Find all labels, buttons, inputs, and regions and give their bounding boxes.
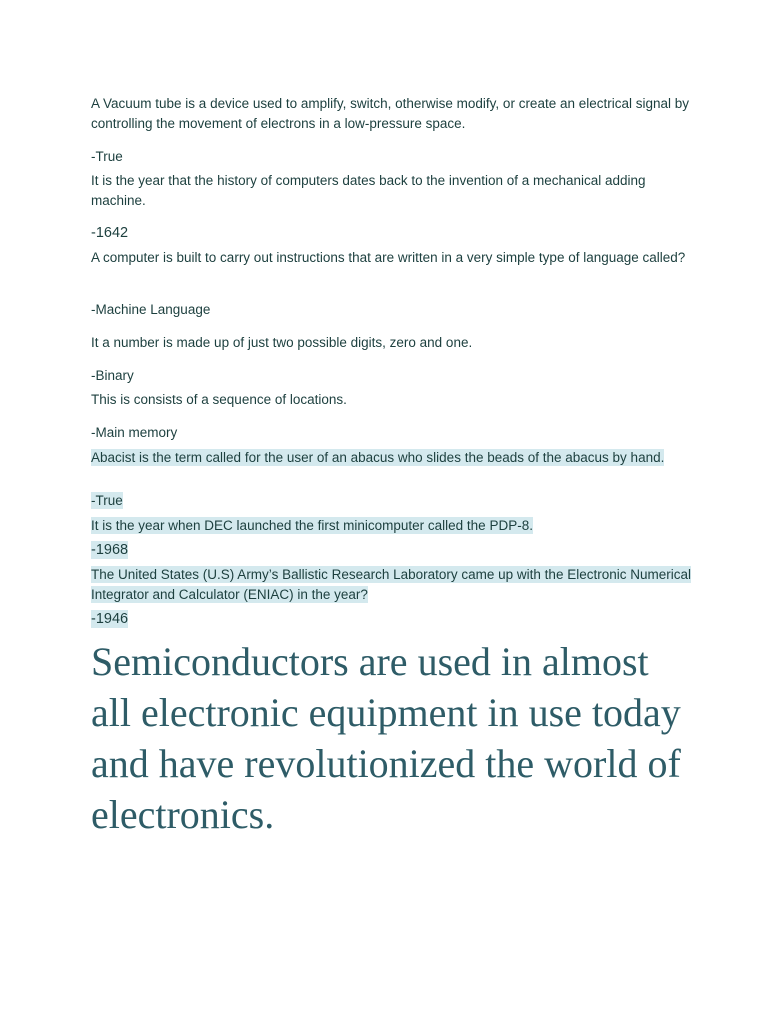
answer-text: -True: [91, 493, 123, 508]
answer-text: -Main memory: [91, 425, 178, 440]
question-text: It a number is made up of just two possible digits, zero and one.: [91, 335, 473, 350]
answer-true-2: [91, 491, 691, 511]
question-abacist: [91, 448, 691, 468]
question-text: Abacist is the term called for the user of an abacus who slides the beads of the abacus by hand.: [91, 450, 665, 465]
answer-true-1: [91, 147, 691, 167]
question-text: It is the year that the history of computers dates back to the invention of a mechanical adding machine.: [91, 173, 646, 208]
answer-text: -1642: [91, 225, 129, 241]
question-history-year: [91, 171, 691, 211]
question-binary: [91, 333, 691, 353]
question-text: This is consists of a sequence of locations.: [91, 392, 347, 407]
answer-1642: [91, 223, 691, 243]
answer-1968: [91, 540, 691, 560]
answer-text: -Machine Language: [91, 302, 211, 317]
closing-statement: Semiconductors are used in almost all electronic equipment in use today and have revolutionized the world of electronics.: [91, 639, 681, 837]
question-memory: [91, 390, 691, 410]
answer-machine-language: [91, 300, 691, 320]
question-pdp8: [91, 516, 691, 536]
question-vacuum-tube: [91, 94, 691, 134]
answer-binary: [91, 366, 691, 386]
question-eniac: [91, 565, 691, 605]
question-text: It is the year when DEC launched the first minicomputer called the PDP-8.: [91, 518, 533, 533]
question-language: [91, 248, 691, 268]
question-text: A computer is built to carry out instructions that are written in a very simple type of language called?: [91, 250, 686, 265]
answer-text: -1968: [91, 542, 129, 558]
question-text: A Vacuum tube is a device used to amplify, switch, otherwise modify, or create an electrical signal by controlling the movement of electrons in a low-pressure space.: [91, 96, 690, 131]
answer-text: -1946: [91, 611, 129, 627]
answer-text: -True: [91, 149, 123, 164]
answer-text: -Binary: [91, 368, 134, 383]
answer-main-memory: [91, 423, 691, 443]
answer-1946: [91, 609, 691, 629]
question-text: The United States (U.S) Army’s Ballistic Research Laboratory came up with the Electronic Numerical Integrator and Calculator (ENIAC) in the year?: [91, 567, 691, 602]
